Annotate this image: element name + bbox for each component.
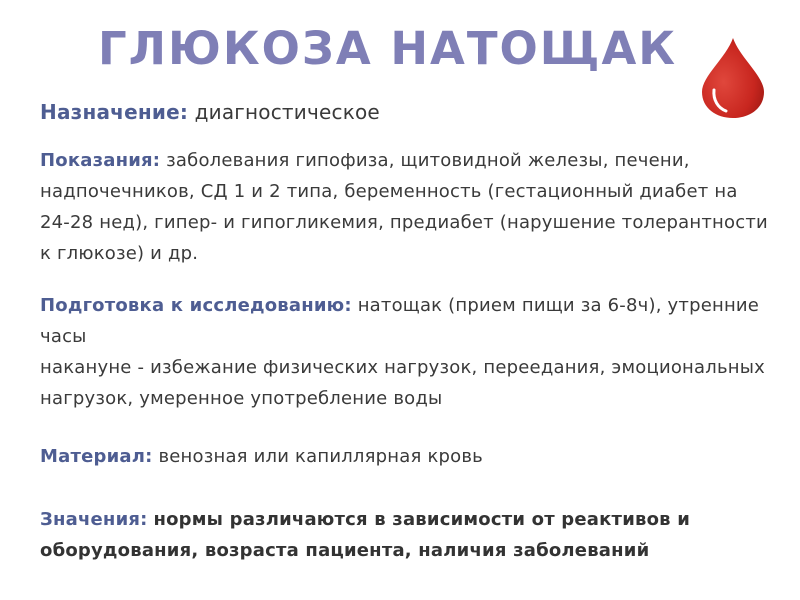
material-section <box>40 441 770 472</box>
values-text: нормы различаются в зависимости от реактивов и оборудования, возраста пациента, наличия заболеваний <box>40 509 691 561</box>
material-label: Материал: <box>40 446 153 467</box>
material-text: венозная или капиллярная кровь <box>158 446 483 467</box>
preparation-line2: накануне - избежание физических нагрузок, переедания, эмоциональных нагрузок, умеренное употребление воды <box>40 357 766 409</box>
purpose-section <box>40 97 770 128</box>
preparation-section <box>40 290 770 414</box>
purpose-text: диагностическое <box>194 100 380 124</box>
purpose-label: Назначение: <box>40 100 189 124</box>
indications-text: заболевания гипофиза, щитовидной железы, печени, надпочечников, СД 1 и 2 типа, беременность (гестационный диабет на 24-28 нед), гипер- и гипогликемия, предиабет (нарушение толерантности к глюкозе) и др. <box>40 150 768 264</box>
indications-section <box>40 145 770 269</box>
preparation-label: Подготовка к исследованию: <box>40 295 352 316</box>
values-label: Значения: <box>40 509 148 530</box>
values-section <box>40 504 770 566</box>
preparation-line1: натощак (прием пищи за 6-8ч), утренние часы <box>40 295 760 347</box>
page-title: ГЛЮКОЗА НАТОЩАК <box>98 22 678 75</box>
indications-label: Показания: <box>40 150 161 171</box>
